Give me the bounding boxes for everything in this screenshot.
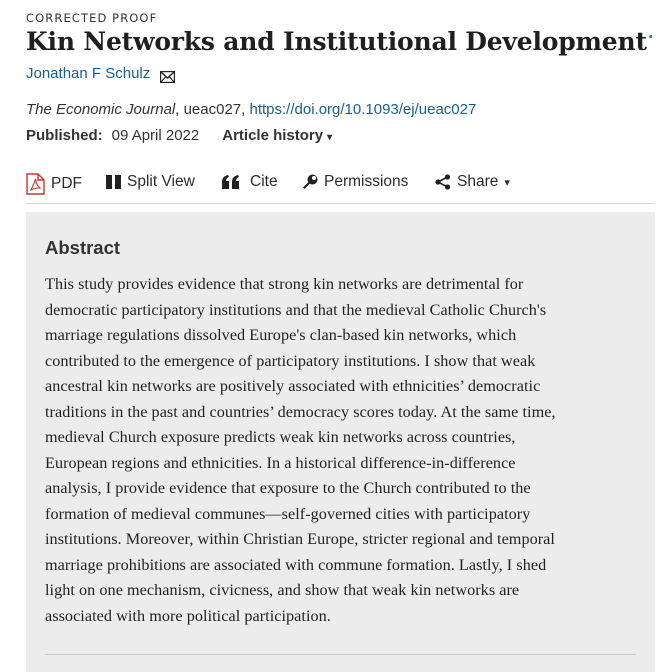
published-row [26,127,332,144]
cite-label: Cite [250,173,278,190]
share-icon [435,174,451,190]
pdf-label: PDF [51,175,82,192]
quote-icon [222,175,240,189]
article-title [26,27,653,56]
abstract-line: traditions in the past and countries’ democracy scores today. At the same time, [45,402,556,421]
published-label: Published: [26,127,103,144]
citation-line [26,101,476,118]
wrench-icon [302,174,318,190]
abstract-line: institutions. Moreover, within Christian Europe, stricter regional and temporal [45,530,555,548]
cite-button[interactable] [222,173,278,191]
split-view-label: Split View [127,173,195,190]
caret-down-icon: ▾ [327,132,333,143]
corrected-proof-label: CORRECTED PROOF [26,11,158,25]
abstract-heading: Abstract [45,237,121,258]
share-label: Share [457,173,499,190]
published-date: 09 April 2022 [111,127,200,144]
pdf-file-icon [26,173,45,195]
share-button[interactable] [435,173,510,191]
article-toolbar [26,168,655,204]
article-title-text: Kin Networks and Institutional Development [26,27,647,56]
abstract-line: This study provides evidence that strong kin networks are detrimental for [45,275,524,293]
abstract-line: marriage prohibitions are associated with commune formation. Lastly, I shed [45,555,547,574]
caret-down-icon: ▾ [504,176,510,189]
journal-name: The Economic Journal [26,101,176,118]
abstract-line: medieval Church exposure predicts weak kin networks across countries, [45,428,516,446]
author-row [26,65,175,82]
pdf-button[interactable] [26,173,82,195]
article-id: , ueac027, [175,101,250,118]
abstract-section [26,212,655,672]
abstract-line: European regions and ethnicities. In a historical difference-in-difference [45,453,516,472]
abstract-line: associated with more political participation. [45,606,331,625]
envelope-icon[interactable] [160,68,175,80]
abstract-line: analysis, I provide evidence that exposure to the Church contributed to the [45,479,531,497]
permissions-label: Permissions [324,173,409,190]
author-link[interactable]: Jonathan F Schulz [26,65,151,82]
abstract-divider [45,654,636,655]
abstract-line: contributed to the emergence of participatory institutions. I show that weak [45,351,536,370]
abstract-line: ancestral kin networks are positively associated with ethnicities’ democratic [45,377,541,395]
abstract-line: light on one mechanism, civicness, and show that weak kin networks are [45,581,520,599]
permissions-button[interactable] [302,173,408,191]
abstract-text [45,272,637,629]
abstract-line: marriage regulations dissolved Europe's clan-based kin networks, which [45,326,517,344]
abstract-line: formation of medieval communes—self-governed cities with participatory [45,504,531,523]
article-history-label: Article history [222,127,324,144]
title-marker: • [647,33,654,43]
split-view-icon [106,175,121,189]
doi-link[interactable]: https://doi.org/10.1093/ej/ueac027 [249,101,477,118]
abstract-line: democratic participatory institutions and that the medieval Catholic Church's [45,300,547,319]
article-history-toggle[interactable] [222,127,332,144]
split-view-button[interactable] [106,173,195,191]
